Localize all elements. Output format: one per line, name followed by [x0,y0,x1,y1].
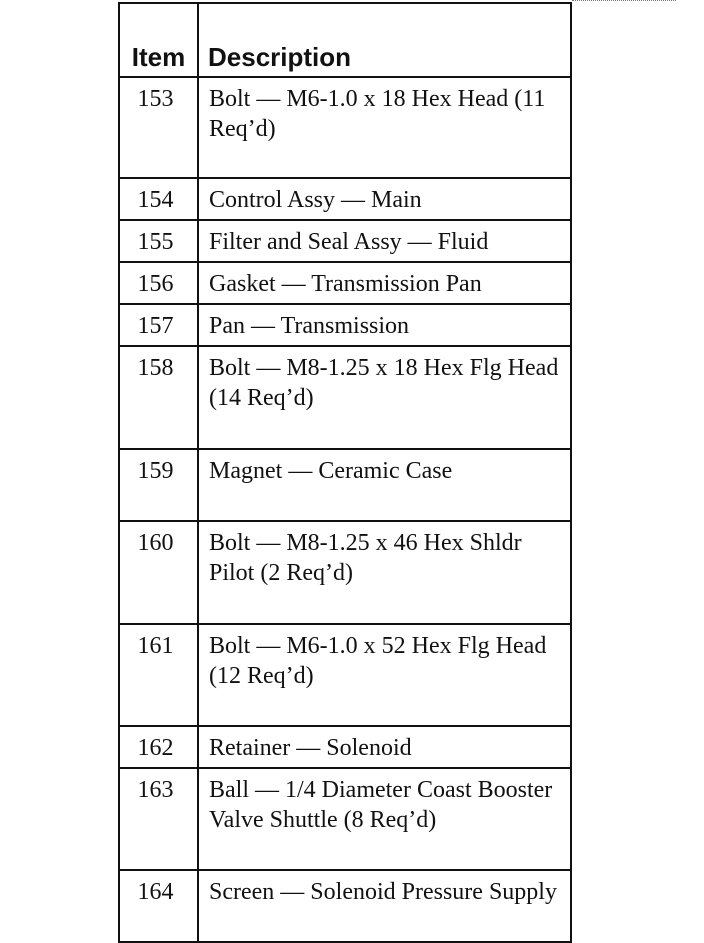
item-number-cell: 162 [119,726,198,768]
table-row [119,624,571,726]
item-number-cell: 156 [119,262,198,304]
table-row [119,77,571,178]
table-row [119,262,571,304]
table-body [119,77,571,942]
description-cell: Bolt — M8-1.25 x 18 Hex Flg Head (14 Req’d) [198,346,571,449]
description-cell: Control Assy — Main [198,178,571,220]
description-cell: Magnet — Ceramic Case [198,449,571,521]
description-cell: Retainer — Solenoid [198,726,571,768]
table-row [119,220,571,262]
table-row [119,346,571,449]
top-edge-rule [572,0,676,1]
description-cell: Gasket — Transmission Pan [198,262,571,304]
item-number-cell: 155 [119,220,198,262]
item-number-cell: 153 [119,77,198,178]
description-cell: Pan — Transmission [198,304,571,346]
description-cell: Bolt — M6-1.0 x 18 Hex Head (11 Req’d) [198,77,571,178]
table-row [119,304,571,346]
table-row [119,870,571,942]
item-column-header: Item [119,3,198,77]
table-row [119,449,571,521]
header-row [119,3,571,77]
parts-table [118,2,572,943]
table-row [119,521,571,624]
description-cell: Bolt — M6-1.0 x 52 Hex Flg Head (12 Req’d) [198,624,571,726]
description-cell: Screen — Solenoid Pressure Supply [198,870,571,942]
item-number-cell: 160 [119,521,198,624]
description-cell: Bolt — M8-1.25 x 46 Hex Shldr Pilot (2 Req’d) [198,521,571,624]
description-column-header: Description [198,3,571,77]
table-row [119,178,571,220]
table-row [119,726,571,768]
description-cell: Filter and Seal Assy — Fluid [198,220,571,262]
table-row [119,768,571,870]
item-number-cell: 157 [119,304,198,346]
item-number-cell: 163 [119,768,198,870]
table-header [119,3,571,77]
item-number-cell: 164 [119,870,198,942]
item-number-cell: 154 [119,178,198,220]
item-number-cell: 158 [119,346,198,449]
item-number-cell: 161 [119,624,198,726]
item-number-cell: 159 [119,449,198,521]
description-cell: Ball — 1/4 Diameter Coast Booster Valve Shuttle (8 Req’d) [198,768,571,870]
